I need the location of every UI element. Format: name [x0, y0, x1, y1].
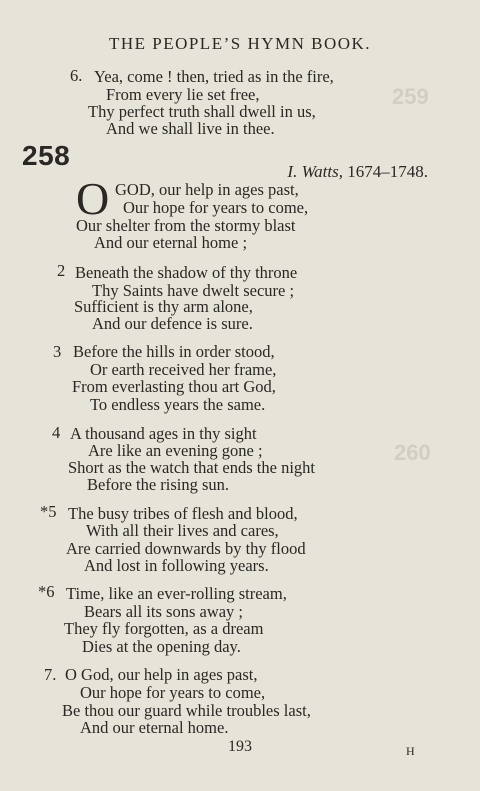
verse-number: *5 [40, 502, 57, 521]
verse-line: The busy tribes of flesh and blood, [68, 504, 298, 523]
verse-line: Are like an evening gone ; [88, 441, 263, 460]
verse-line: Thy Saints have dwelt secure ; [92, 281, 295, 300]
verse-line: Or earth received her frame, [90, 360, 277, 379]
verse-line: Be thou our guard while troubles last, [62, 701, 311, 720]
hymn-number: 258 [22, 140, 71, 171]
verse-line: Before the rising sun. [87, 475, 230, 494]
verse-number: 7. [44, 665, 57, 684]
verse-line: To endless years the same. [90, 395, 266, 414]
verse-line: Time, like an ever-rolling stream, [66, 584, 287, 603]
verse-line: Yea, come ! then, tried as in the fire, [94, 67, 334, 86]
show-through-numeral: 260 [394, 440, 431, 465]
verse-line: From everlasting thou art God, [72, 377, 276, 396]
verse-line: Before the hills in order stood, [73, 342, 275, 361]
verse-line: O God, our help in ages past, [65, 665, 258, 684]
verse-line: And our eternal home ; [94, 233, 248, 252]
verse-line: GOD, our help in ages past, [115, 180, 299, 199]
show-through-numeral: 259 [392, 84, 429, 109]
drop-cap: O [76, 173, 110, 224]
verse-line: Short as the watch that ends the night [68, 458, 315, 477]
verse-line: They fly forgotten, as a dream [64, 619, 264, 638]
verse-number: *6 [38, 582, 55, 601]
verse-line: Sufficient is thy arm alone, [74, 297, 253, 316]
verse-number: 4 [52, 423, 61, 442]
verse-line: Are carried downwards by thy flood [66, 539, 306, 558]
verse-line: Our hope for years to come, [123, 198, 309, 217]
verse-line: And our eternal home. [80, 718, 229, 737]
author-name: I. Watts, [287, 162, 343, 181]
verse-line: Dies at the opening day. [82, 637, 241, 656]
verse-line: Bears all its sons away ; [84, 602, 244, 621]
verse-line: Beneath the shadow of thy throne [75, 263, 298, 282]
verse-line: Our shelter from the stormy blast [76, 216, 296, 235]
verse-line: And we shall live in thee. [106, 119, 275, 138]
verse-line: And our defence is sure. [92, 314, 253, 333]
page-number: 193 [228, 738, 252, 755]
verse-line: From every lie set free, [106, 85, 260, 104]
verse-line: With all their lives and cares, [86, 521, 279, 540]
running-head: THE PEOPLE’S HYMN BOOK. [108, 34, 372, 53]
verse-line: And lost in following years. [84, 556, 269, 575]
verse-number: 6. [70, 66, 83, 85]
verse-line: Our hope for years to come, [80, 683, 266, 702]
verse-number: 2 [57, 261, 66, 280]
author-dates: 1674–1748. [347, 162, 428, 181]
verse-line: Thy perfect truth shall dwell in us, [88, 102, 316, 121]
verse-number: 3 [53, 342, 62, 361]
signature-mark: H [406, 744, 415, 758]
verse-line: A thousand ages in thy sight [70, 424, 257, 443]
hymn-author [287, 162, 428, 182]
